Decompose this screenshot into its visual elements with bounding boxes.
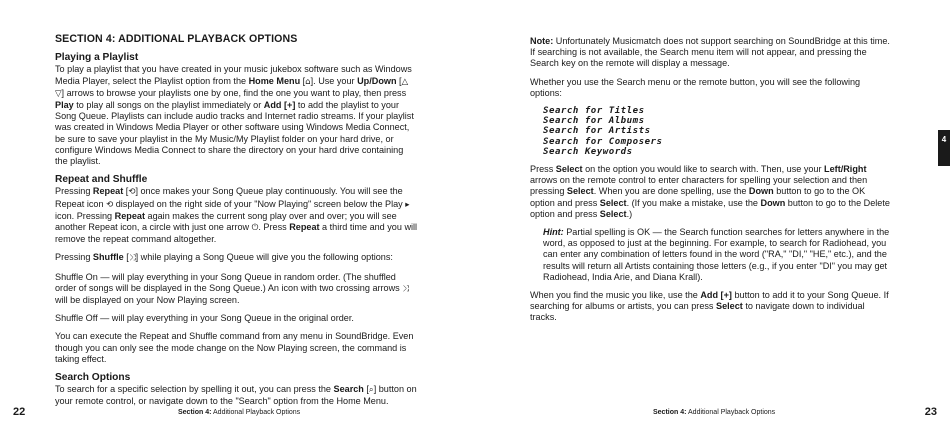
playlist-heading: Playing a Playlist — [55, 52, 139, 64]
when-paragraph: When you find the music you like, use the Add [+] button to add it to your Song Queue. If searching for albums or artists, you can press Select to navigate down to individual tracks. — [530, 290, 889, 323]
shuffle-icon: ⤨ — [402, 283, 410, 294]
shuffle-intro-paragraph: Pressing Shuffle [⤨] while playing a Song Queue will give you the following options: — [55, 252, 393, 264]
page-number: 23 — [924, 406, 937, 418]
right-page — [475, 0, 950, 429]
section-title: SECTION 4: ADDITIONAL PLAYBACK OPTIONS — [55, 33, 298, 45]
playlist-paragraph: To play a playlist that you have created in your music jukebox software such as Windows Media Player, select the Playlist option from the Home Menu [⌂]. Use your Up/Down [△ ▽] arrows to browse your playlists one by one, find the one you want to play, then press Play to play all songs on the playlist immediately or Add [+] to add the playlist to your Song Queue. Playlists can include audio tracks and Internet radio streams. If your playlist was created in Windows Media Player or other software using Windows Media Connect, be sure to save your playlist in the My Music/My Playlist folder on your hard drive, or configure Windows Media Connect to share the directory on your hard drive containing the playlist. — [55, 64, 414, 167]
execute-paragraph: You can execute the Repeat and Shuffle command from any menu in SoundBridge. Even though you can only see the mode change on the Now Playing screen, the command is taking effect. — [55, 331, 414, 364]
search-paragraph: To search for a specific selection by spelling it out, you can press the Search [⌕] button on your remote control, or navigate down to the "Search" option from the Home Menu. — [55, 384, 417, 407]
repeat-one-icon: ⏻ — [251, 223, 259, 234]
right-column — [530, 36, 892, 331]
shuffle-off-paragraph: Shuffle Off — will play everything in your Song Queue in the original order. — [55, 313, 354, 324]
search-options-heading: Search Options — [55, 372, 131, 384]
search-options-list — [543, 106, 892, 157]
section-tab: 4 — [938, 130, 950, 166]
page-footer: Section 4: Additional Playback Options — [178, 409, 301, 416]
shuffle-on-paragraph: Shuffle On — will play everything in your Song Queue in random order. (The shuffled order of songs will be displayed in the Song Queue.) An icon with two crossing arrows ⤨ will be displayed on your Now Playing screen. — [55, 271, 410, 306]
page-number: 22 — [13, 406, 26, 418]
repeat-paragraph: Pressing Repeat [⟲] once makes your Song Queue play continuously. You will see the Repeat icon ⟲ displayed on the right side of your "Now Playing" screen below the Play ▸ icon. Pressing Repeat again makes the current song play over and over; you will see another Repeat icon, a circle with just one arrow ⏻. Press Repeat a third time and you will remove the repeat command altogether. — [55, 186, 418, 245]
left-column — [55, 34, 418, 415]
repeat-icon: ⟲ — [106, 199, 114, 210]
note-paragraph: Note: Unfortunately Musicmatch does not support searching on SoundBridge at this time. If searching is not available, the Search menu item will not appear, and pressing the Search key on the remote will display a message. — [530, 36, 890, 69]
search-option-item: Search for Artists — [543, 126, 651, 137]
shuffle-icon: ⤨ — [128, 253, 136, 264]
home-icon: ⌂ — [305, 76, 311, 87]
search-icon: ⌕ — [368, 385, 374, 396]
hint-paragraph: Hint: Partial spelling is OK — the Search function searches for letters anywhere in the word, as opposed to just at the beginning. For example, to search for Radiohead, you can enter any combination of letters found in the word ("RA," "DI," "HE," etc.), and the results will return all Artists containing those letters (e.g., if you enter "DI" you may get Radiohead, India Arie, and Diana Krall). — [543, 227, 890, 282]
repeat-icon: ⟲ — [128, 187, 136, 198]
search-option-item: Search for Composers — [543, 136, 663, 147]
search-option-item: Search for Albums — [543, 116, 645, 127]
press-select-paragraph: Press Select on the option you would like to search with. Then, use your Left/Right arrows on the remote control to enter characters for spelling your selection and then pressing Select. When you are done spelling, use the Down button to go to the OK option and press Select. (If you make a mistake, use the Down button to go to the Delete option and press Select.) — [530, 164, 890, 219]
search-option-item: Search for Titles — [543, 106, 645, 117]
page-footer: Section 4: Additional Playback Options — [653, 409, 776, 416]
up-down-arrows-icon: △ ▽ — [55, 76, 409, 99]
play-icon: ▸ — [405, 199, 410, 210]
repeat-shuffle-heading: Repeat and Shuffle — [55, 174, 148, 186]
whether-paragraph: Whether you use the Search menu or the remote button, you will see the following options: — [530, 76, 861, 98]
search-option-item: Search Keywords — [543, 146, 633, 157]
